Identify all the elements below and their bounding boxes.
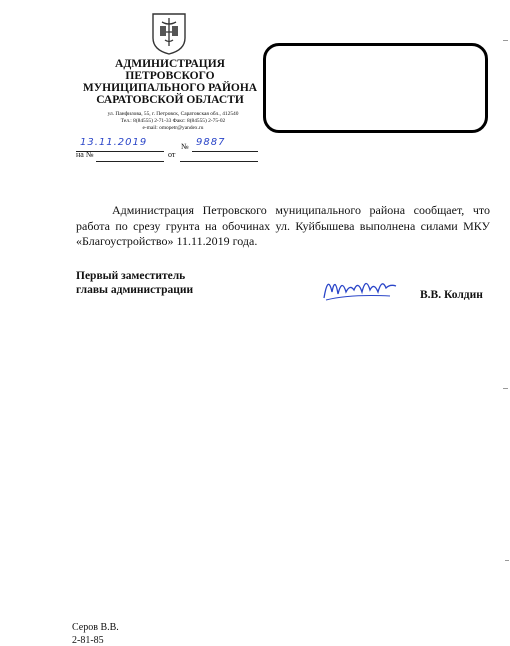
signatory-title-line-2: главы администрации [76, 284, 194, 296]
from-underline [180, 151, 258, 162]
reference-underline [96, 151, 164, 162]
address-line: ул. Панфилова, 55, г. Петровск, Саратовская обл., 412540 [107, 111, 239, 117]
registration-number: 9887 [196, 137, 226, 148]
org-name-line-2: ПЕТРОВСКОГО [125, 70, 215, 82]
scan-mark [503, 388, 508, 389]
registration-date: 13.11.2019 [80, 137, 148, 148]
scan-mark [503, 40, 508, 41]
scan-mark [505, 560, 509, 561]
email-line: e-mail: omopetr@yandex.ru [142, 125, 204, 131]
from-label: от [168, 150, 176, 159]
number-label: № [181, 142, 189, 151]
executor-phone: 2-81-85 [72, 635, 104, 646]
signatory-title-line-1: Первый заместитель [76, 270, 186, 282]
org-name-line-4: САРАТОВСКОЙ ОБЛАСТИ [96, 94, 244, 106]
redacted-addressee-box [263, 43, 488, 133]
coat-of-arms-icon [150, 12, 188, 56]
org-name-line-1: АДМИНИСТРАЦИЯ [115, 58, 225, 70]
org-name-line-3: МУНИЦИПАЛЬНОГО РАЙОНА [82, 82, 258, 94]
letter-body: Администрация Петровского муниципального района сообщает, что работа по срезу грунта на обочинах ул. Куйбышева выполнена силами МКУ «Благоустройство» 11.11.2019 года. [76, 203, 490, 248]
handwritten-signature [320, 268, 400, 304]
reference-label: на № [76, 150, 94, 159]
signatory-name: В.В. Колдин [420, 289, 483, 301]
phone-fax-line: Тел.: 8(84555) 2-71-33 Факс: 8(84555) 2-75-02 [120, 118, 226, 124]
executor-name: Серов В.В. [72, 622, 119, 633]
